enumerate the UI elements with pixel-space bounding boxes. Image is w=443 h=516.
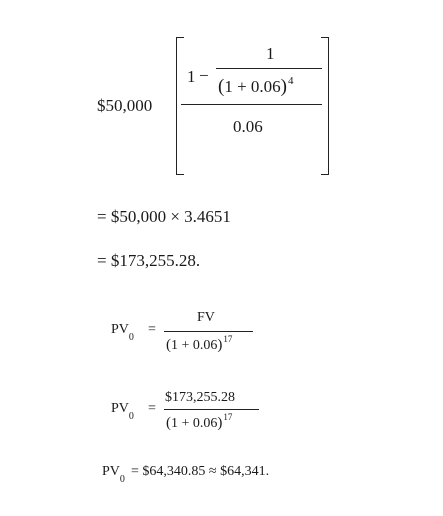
result-line-2: = $173,255.28. (97, 251, 201, 270)
inner-numerator: 1 (266, 44, 275, 63)
fraction-bar (164, 331, 253, 332)
amount-denominator-base: 1 + 0.06 (171, 416, 218, 431)
pv-text: PV (102, 464, 120, 479)
inner-denominator-base: 1 + 0.06 (224, 77, 281, 96)
inner-denominator: $(1 + 0.06)^4$ (218, 75, 294, 97)
left-bracket (176, 37, 184, 175)
inner-exponent: 4 (288, 75, 294, 87)
amount-numerator: $173,255.28 (165, 390, 235, 405)
pv-text: PV (111, 401, 129, 416)
main-denominator: 0.06 (233, 117, 263, 136)
pv-label (102, 464, 125, 485)
pv-label (111, 322, 134, 343)
pv-label (111, 401, 134, 422)
equals-sign: = (148, 322, 156, 337)
fv-denominator: $(1 + 0.06)^{17}$ (166, 334, 233, 353)
result-line-1: = $50,000 × 3.4651 (97, 207, 231, 226)
inner-fraction-bar (216, 68, 322, 69)
pv-text: PV (111, 322, 129, 337)
final-pv-result: = $64,340.85 ≈ $64,341. (131, 464, 270, 479)
equals-sign: = (148, 401, 156, 416)
amount-denominator: $(1 + 0.06)^{17}$ (166, 412, 233, 431)
fraction-bar (164, 409, 259, 410)
fv-numerator: FV (197, 310, 215, 325)
amount-exponent: 17 (223, 412, 233, 422)
pv-subscript: 0 (128, 410, 134, 422)
minus-sign: − (199, 66, 209, 85)
fv-exponent: 17 (223, 334, 233, 344)
fv-denominator-base: 1 + 0.06 (171, 338, 218, 353)
one-term: 1 (187, 67, 196, 86)
principal-amount: $50,000 (97, 96, 153, 115)
pv-subscript: 0 (119, 473, 125, 485)
pv-subscript: 0 (128, 331, 134, 343)
right-bracket (321, 37, 329, 175)
main-fraction-bar (181, 104, 322, 105)
